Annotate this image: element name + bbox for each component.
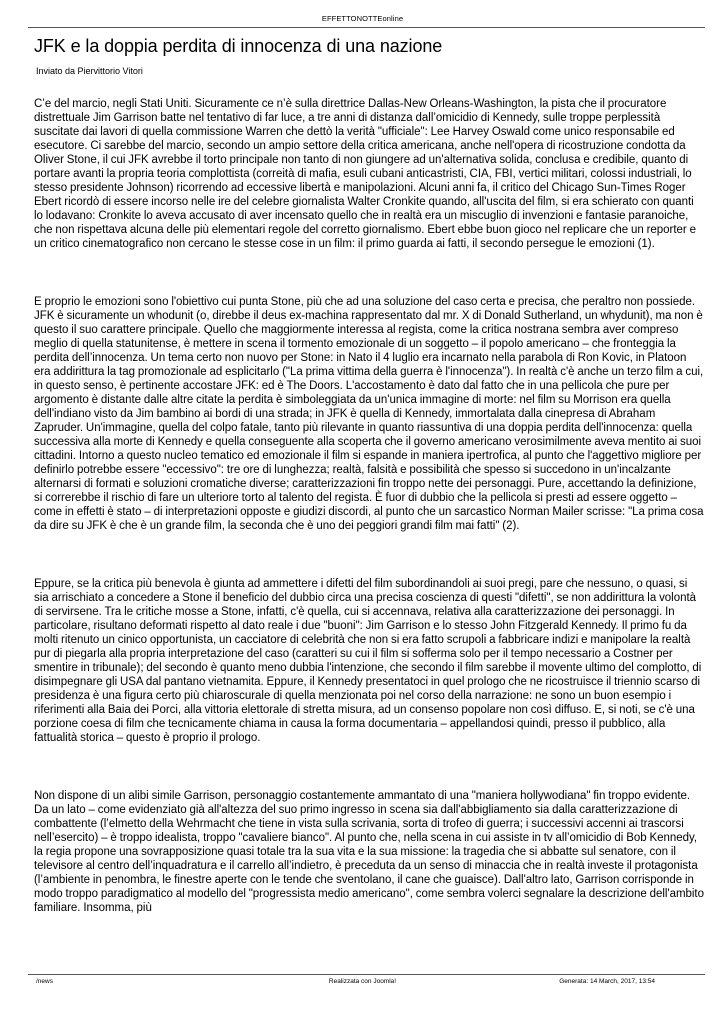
- article-paragraph: E proprio le emozioni sono l'obiettivo cui punta Stone, più che ad una soluzione del caso certa e precisa, che peraltro non possiede. JFK è sicuramente un whodunit (o, direbbe il deus ex-machina rappresentato dal mr. X di Donald Sutherland, un whydunit), ma non è questo il suo carattere principale. Quello che maggiormente interessa al regista, come la critica nostrana sembra aver compreso meglio di quella statunitense, è mettere in scena il tormento emozionale di un soggetto – il popolo americano – che fronteggia la perdita dell’innocenza. Un tema certo non nuovo per Stone: in Nato il 4 luglio era incarnato nella parabola di Ron Kovic, in Platoon era addirittura la tag promozionale ad esplicitarlo ("La prima vittima della guerra è l'innocenza"). In realtà c'è anche un terzo film a cui, in questo senso, è pertinente accostare JFK: ed è The Doors. L'accostamento è dato dal fatto che in una pellicola che pure per argomento è distante dalle altre citate la perdita è simboleggiata da un'unica immagine di morte: nel film su Morrison era quella dell'indiano visto da Jim bambino ai bordi di una strada; in JFK è quella di Kennedy, immortalata dalla cinepresa di Abraham Zapruder. Un'immagine, quella del colpo fatale, tanto più rilevante in quanto riassuntiva di una doppia perdita dell'innocenza: quella successiva alla morte di Kennedy e quella conseguente alla scoperta che il governo americano verosimilmente aveva mentito ai suoi cittadini. Intorno a questo nucleo tematico ed emozionale il film si espande in maniera ipertrofica, al punto che l'aggettivo migliore per definirlo potrebbe essere "eccessivo": tre ore di lunghezza; realtà, falsità e possibilità che spesso si succedono in un'incalzante alternarsi di formati e soluzioni cromatiche diverse; caratterizzazioni fin troppo nette dei personaggi. Pure, accettando la definizione, si correrebbe il rischio di fare un ulteriore torto al talento del regista. È fuor di dubbio che la pellicola si presti ad essere oggetto – come in effetti è stato – di interpretazioni opposte e giudizi discordi, al punto che un sarcastico Norman Mailer scrisse: "La prima cosa da dire su JFK è che è un grande film, la seconda che è uno dei peggiori grandi film mai fatti" (2).: [34, 296, 704, 532]
- article-body: [34, 97, 704, 959]
- article-paragraph: Non dispone di un alibi simile Garrison, personaggio costantemente ammantato di una "maniera hollywodiana" fin troppo evidente. Da un lato – come evidenziato già all'altezza del suo primo ingresso in scena sia dall'abbigliamento sia dalla caratterizzazione di combattente (l’elmetto della Wehrmacht che tiene in vista sulla scrivania, sorta di trofeo di guerra; i successivi accenni ai trascorsi nell’esercito) – è troppo idealista, troppo "cavaliere bianco". Al punto che, nella scena in cui assiste in tv all’omicidio di Bob Kennedy, la regia propone una sovrapposizione quasi totale tra la sua vita e la sua missione: la tragedia che si abbatte sul senatore, con il televisore al centro dell’inquadratura e il carrello all’indietro, è preceduta da un senso di minaccia che in realtà investe il protagonista (l’ambiente in penombra, le finestre aperte con le tende che sventolano, il cane che guaisce). Dall'altro lato, Garrison corrisponde in modo troppo paradigmatico al modello del "progressista medio americano", come sembra volerci segnalare la descrizione dell'ambito familiare. Insomma, più: [34, 790, 704, 914]
- footer-credit: Realizzata con Joomla!: [328, 978, 397, 985]
- footer-rule: [28, 974, 705, 975]
- footer-generated-date: Generata: 14 March, 2017, 13:54: [559, 978, 655, 985]
- site-header: EFFETTONOTTEonline: [321, 14, 404, 23]
- header-rule: [28, 27, 705, 28]
- article-author: Inviato da Piervittorio Vitori: [36, 66, 143, 76]
- footer-path-link[interactable]: /news: [36, 978, 53, 985]
- article-title: JFK e la doppia perdita di innocenza di una nazione: [34, 36, 443, 56]
- article-paragraph: Eppure, se la critica più benevola è giunta ad ammettere i difetti del film subordinandoli ai suoi pregi, pare che nessuno, o quasi, si sia arrischiato a concedere a Stone il beneficio del dubbio circa una precisa coscienza di questi "difetti", se non addirittura la volontà di servirsene. Tra le critiche mosse a Stone, infatti, c'è quella, cui si accennava, relativa alla caratterizzazione dei personaggi. In particolare, risultano deformati rispetto al dato reale i due "buoni": Jim Garrison e lo stesso John Fitzgerald Kennedy. Il primo fu da molti ritenuto un cinico opportunista, un cacciatore di celebrità che non si era fatto scrupoli a fabbricare indizi e manipolare la realtà pur di piegarla alla propria interpretazione del caso (caratteri su cui il film si sofferma solo per il tempo necessario a Costner per smentire in tribunale); del secondo è quanto meno dubbia l'intenzione, che secondo il film sarebbe il movente ultimo del complotto, di disimpegnare gli USA dal pantano vietnamita. Eppure, il Kennedy presentatoci in quel prologo che ne ricostruisce il triennio scarso di presidenza è una figura certo più chiaroscurale di quella menzionata poi nel corso della narrazione: ne sono un buon esempio i riferimenti alla Baia dei Porci, alla vittoria elettorale di stretta misura, ad un consenso popolare non così diffuso. E, si noti, se c'è una porzione coesa di film che tecnicamente chiama in causa la forma documentaria – appellandosi quindi, presso il pubblico, alla fattualità storica – questo è proprio il prologo.: [34, 578, 702, 744]
- article-paragraph: C’e del marcio, negli Stati Uniti. Sicuramente ce n’è sulla direttrice Dallas-New Orleans-Washington, la pista che il procuratore distrettuale Jim Garrison batte nel tentativo di far luce, a tre anni di distanza dall’omicidio di Kennedy, sulle troppe perplessità suscitate dai lavori di quella commissione Warren che dettò la verità "ufficiale": Lee Harvey Oswald come unico responsabile ed esecutore. Ci sarebbe del marcio, secondo un ampio settore della critica americana, anche nell'opera di ricostruzione condotta da Oliver Stone, il cui JFK avrebbe il torto principale non tanto di non giungere ad un'alternativa solida, conclusa e credibile, quanto di portare avanti la propria teoria complottista (correità di mafia, esuli cubani anticastristi, CIA, FBI, vertici militari, colossi industriali, lo stesso presidente Johnson) ricorrendo ad eccessive libertà e manipolazioni. Alcuni anni fa, il critico del Chicago Sun-Times Roger Ebert ricordò di essere incorso nelle ire del celebre giornalista Walter Cronkite quando, all'uscita del film, si era schierato con quanti lo lodavano: Cronkite lo aveva accusato di aver incensato quello che in realtà era un miscuglio di invenzioni e fantasie paranoiche, che non rispettava alcuna delle più elementari regole del corretto giornalismo. Ebert ebbe buon gioco nel replicare che un reporter e un critico cinematografico non cercano le stesse cose in un film: il primo guarda ai fatti, il secondo persegue le emozioni (1).: [34, 98, 696, 250]
